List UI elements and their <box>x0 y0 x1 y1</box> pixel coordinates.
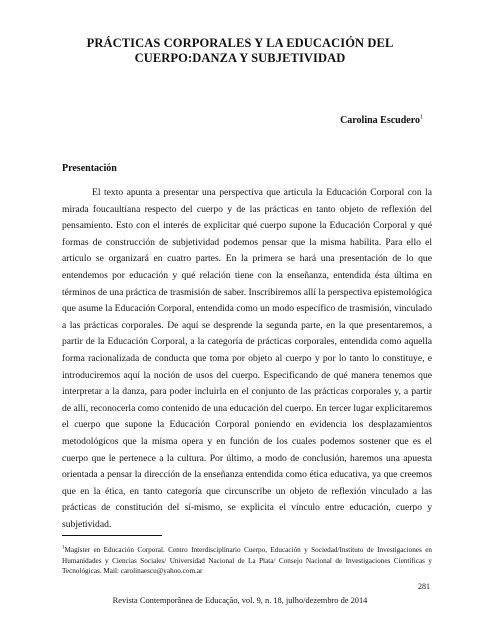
title-line-2: CUERPO:DANZA Y SUBJETIVIDAD <box>134 51 346 65</box>
body-paragraph: El texto apunta a presentar una perspectiva que articula la Educación Corporal con la mirada foucaultiana respecto del cuerpo y de las prácticas en tanto objeto de reflexión del pensamiento. Esto con el interés de explicitar qué cuerpo supone la Educación Corporal y qué formas de construcción de subjetividad podemos pensar que la misma habilita. Para ello el artículo se organizará en cuatro partes. En la primera se hará una presentación de lo que entendemos por educación y qué relación tiene con la enseñanza, entendida ésta última en términos de una práctica de trasmisión de saber. Inscribiremos allí la perspectiva epistemológica que asume la Educación Corporal, entendida como un modo específico de trasmisión, vinculado a las prácticas corporales. De aquí se desprende la segunda parte, en la que presentaremos, a partir de la Educación Corporal, a la categoría de prácticas corporales, entendida como aquella forma racionalizada de conducta que toma por objeto al cuerpo y por lo tanto lo constituye, e introduciremos aquí la noción de usos del cuerpo. Especificando de qué manera tenemos que interpretar a la danza, para poder incluirla en el conjunto de las prácticas corporales y, a partir de allí, reconocerla como contenido de una educación del cuerpo. En tercer lugar explicitaremos el cuerpo que supone la Educación Corporal poniendo en evidencia los desplazamientos metodológicos que la misma opera y en función de los cuales podemos sostener que es el cuerpo que le pertenece a la cultura. Por último, a modo de conclusión, haremos una apuesta orientada a pensar la dirección de la enseñanza entendida como ética educativa, ya que creemos que en la ética, en tanto categoría que circunscribe un objeto de reflexión vinculado a las prácticas de constitución del sí-mismo, se explicita el vínculo entre educación, cuerpo y subjetividad. <box>62 187 432 530</box>
author-footnote-mark[interactable]: 1 <box>420 114 423 121</box>
article-title <box>60 36 420 66</box>
page-number: 281 <box>418 582 430 591</box>
footnote-divider <box>62 535 162 536</box>
journal-footer: Revista Contemporânea de Educação, vol. 9, n. 18, julho/dezembro de 2014 <box>112 596 368 605</box>
footnote <box>62 545 432 577</box>
section-heading: Presentación <box>62 163 117 174</box>
title-line-1: PRÁCTICAS CORPORALES Y LA EDUCACIÓN DEL <box>86 36 394 50</box>
footnote-mark: 1 <box>62 545 65 551</box>
footnote-text: Magíster en Educación Corporal. Centro Interdisciplinario Cuerpo, Educación y Sociedad/Instituto de Investigaciones en Humanidades y Ciencias Sociales/ Universidad Nacional de La Plata/ Consejo Nacional de Investigaciones Científicas y Tecnológicas. Mail: carolinaescu@yahoo.com.ar <box>62 546 432 576</box>
author-name-text: Carolina Escudero <box>340 115 420 126</box>
author-name <box>340 115 423 126</box>
